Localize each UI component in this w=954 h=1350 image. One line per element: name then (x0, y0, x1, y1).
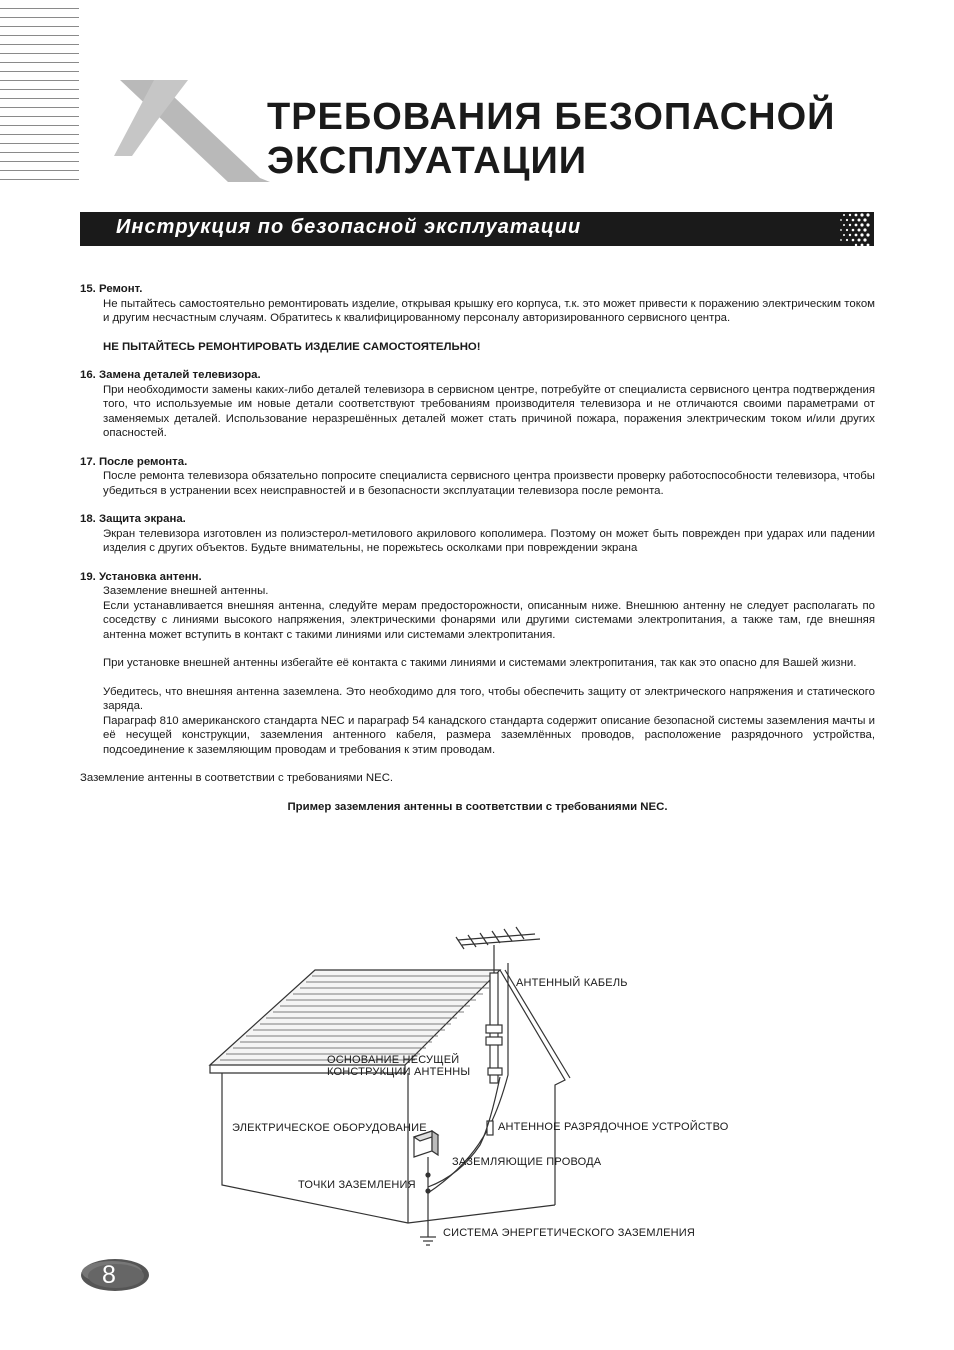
section-18-title: 18. Защита экрана. (80, 513, 186, 525)
section-16 (80, 368, 875, 441)
dot-pattern-icon (828, 212, 874, 246)
section-19-p5: Параграф 810 американского стандарта NEC и параграф 54 канадского стандарта содержит описание безопасной системы заземления мачты и её несущей конструкции, заземления антенного кабеля, размера заземлённых проводов, расположение разрядочного устройства, подсоединение к заземляющим проводам и требования к этим проводам. (103, 714, 875, 756)
decorative-stripes (0, 8, 79, 184)
page-title (267, 95, 835, 183)
diagram-caption: Пример заземления антенны в соответствии с требованиями NEC. (287, 800, 668, 813)
page-number: 8 (102, 1261, 116, 1289)
section-19-p1: Заземление внешней антенны. (103, 585, 269, 597)
main-content (80, 282, 875, 814)
section-18 (80, 512, 875, 556)
section-banner (80, 212, 874, 246)
label-ground-wires: ЗАЗЕМЛЯЮЩИЕ ПРОВОДА (452, 1156, 602, 1168)
section-19-p4: Убедитесь, что внешняя антенна заземлена. Это необходимо для того, чтобы обеспечить защиту от электрического напряжения и статического заряда. (103, 685, 875, 712)
x-logo-icon (110, 78, 270, 184)
section-15-body: Не пытайтесь самостоятельно ремонтировать изделие, открывая крышку его корпуса, т.к. это может привести к поражению электрическим током и другим несчастным случаям. Обратитесь к квалифицированному персоналу авторизированного сервисного центра. (103, 297, 875, 324)
label-electrical-equipment: ЭЛЕКТРИЧЕСКОЕ ОБОРУДОВАНИЕ (232, 1122, 427, 1134)
title-line-2: ЭКСПЛУАТАЦИИ (267, 140, 588, 182)
section-17 (80, 455, 875, 499)
label-mount-line-1: ОСНОВАНИЕ НЕСУЩЕЙ (327, 1054, 460, 1066)
section-15 (80, 282, 875, 326)
title-line-1: ТРЕБОВАНИЯ БЕЗОПАСНОЙ (267, 96, 836, 138)
label-ground-points: ТОЧКИ ЗАЗЕМЛЕНИЯ (298, 1179, 416, 1191)
label-power-ground-system: СИСТЕМА ЭНЕРГЕТИЧЕСКОГО ЗАЗЕМЛЕНИЯ (443, 1227, 696, 1239)
section-19-p3: При установке внешней антенны избегайте её контакта с такими линиями и системами электропитания, так как это опасно для Вашей жизни. (103, 657, 857, 669)
section-17-body: После ремонта телевизора обязательно попросите специалиста сервисного центра произвести проверку работоспособности телевизора, чтобы убедиться в устранении всех неисправностей и в безопасности эксплуатации телевизора после ремонта. (103, 470, 875, 497)
banner-title: Инструкция по безопасной эксплуатации (116, 216, 582, 238)
section-17-title: 17. После ремонта. (80, 455, 188, 468)
house-antenna-drawing (200, 925, 760, 1255)
repair-warning: НЕ ПЫТАЙТЕСЬ РЕМОНТИРОВАТЬ ИЗДЕЛИЕ САМОСТОЯТЕЛЬНО! (103, 340, 481, 353)
label-discharge-unit: АНТЕННОЕ РАЗРЯДОЧНОЕ УСТРОЙСТВО (498, 1121, 729, 1133)
section-19-p2: Если устанавливается внешняя антенна, следуйте мерам предосторожности, описанным ниже. Внешнюю антенну не следует располагать по соседству с линиями высокого напряжения, электрическими фонарями или другими системами электропитания, а также там, где внешняя антенна может вступить в контакт с такими линиями или системами электропитания. (103, 599, 875, 641)
label-mount-line-2: КОНСТРУКЦИИ АНТЕННЫ (327, 1066, 471, 1078)
section-15-title: 15. Ремонт. (80, 283, 143, 295)
section-19-title: 19. Установка антенн. (80, 570, 202, 583)
section-16-title: 16. Замена деталей телевизора. (80, 369, 261, 381)
label-antenna-cable: АНТЕННЫЙ КАБЕЛЬ (516, 977, 628, 989)
antenna-grounding-diagram (200, 925, 760, 1255)
section-19 (80, 570, 875, 758)
section-18-body: Экран телевизора изготовлен из полиэстерол-метилового акрилового кополимера. Поэтому он может быть поврежден при ударах или падении изделия с других объектов. Будьте внимательны, не порежьтесь осколками при повреждении экрана (103, 527, 875, 554)
section-16-body: При необходимости замены каких-либо деталей телевизора в сервисном центре, потребуйте от специалиста сервисного центра подтверждения того, что используемые им новые детали соответствуют требованиям производителя телевизора и не отличаются своими параметрами от заменяемых деталей. Использование неразрешённых деталей может стать причиной пожара, поражения электрическим током и/или других опасностей. (103, 383, 875, 439)
grounding-note: Заземление антенны в соответствии с требованиями NEC. (80, 772, 394, 784)
